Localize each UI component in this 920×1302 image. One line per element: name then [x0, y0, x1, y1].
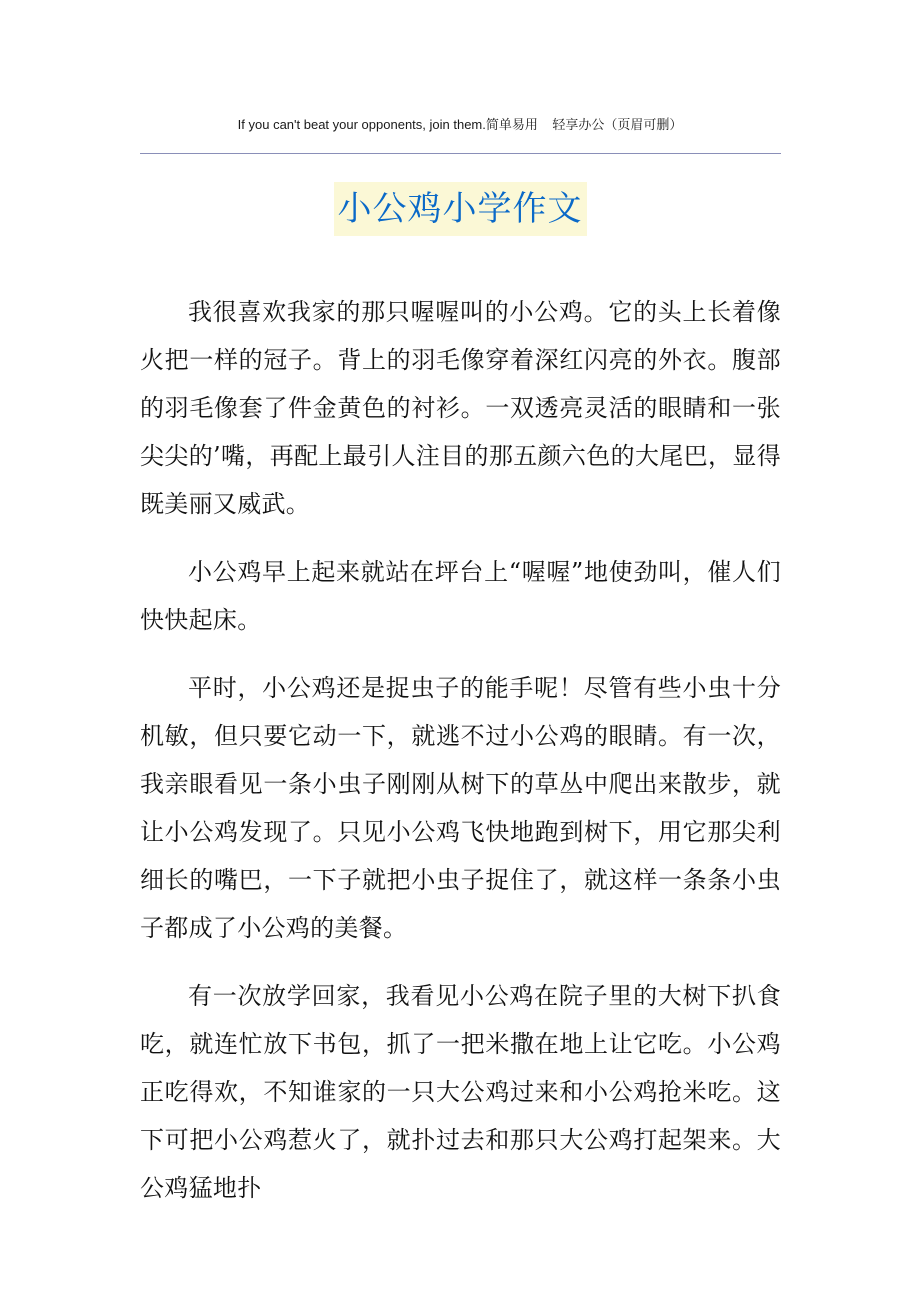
- document-title: 小公鸡小学作文: [334, 182, 587, 236]
- title-container: [0, 182, 920, 236]
- document-body: [140, 288, 781, 1232]
- paragraph: 平时，小公鸡还是捉虫子的能手呢！尽管有些小虫十分机敏，但只要它动一下，就逃不过小公鸡的眼睛。有一次，我亲眼看见一条小虫子刚刚从树下的草丛中爬出来散步，就让小公鸡发现了。只见小公鸡飞快地跑到树下，用它那尖利细长的嘴巴，一下子就把小虫子捉住了，就这样一条条小虫子都成了小公鸡的美餐。: [140, 674, 781, 942]
- header-divider: [140, 153, 781, 154]
- paragraph: 有一次放学回家，我看见小公鸡在院子里的大树下扒食吃，就连忙放下书包，抓了一把米撒在地上让它吃。小公鸡正吃得欢，不知谁家的一只大公鸡过来和小公鸡抢米吃。这下可把小公鸡惹火了，就扑过去和那只大公鸡打起架来。大公鸡猛地扑: [140, 982, 781, 1202]
- paragraph: 小公鸡早上起来就站在坪台上“喔喔”地使劲叫，催人们快快起床。: [140, 558, 781, 634]
- page-header: If you can't beat your opponents, join them.简单易用 轻享办公（页眉可删）: [237, 117, 683, 132]
- paragraph: 我很喜欢我家的那只喔喔叫的小公鸡。它的头上长着像火把一样的冠子。背上的羽毛像穿着深红闪亮的外衣。腹部的羽毛像套了件金黄色的衬衫。一双透亮灵活的眼睛和一张尖尖的’嘴，再配上最引人注目的那五颜六色的大尾巴，显得既美丽又威武。: [140, 298, 781, 518]
